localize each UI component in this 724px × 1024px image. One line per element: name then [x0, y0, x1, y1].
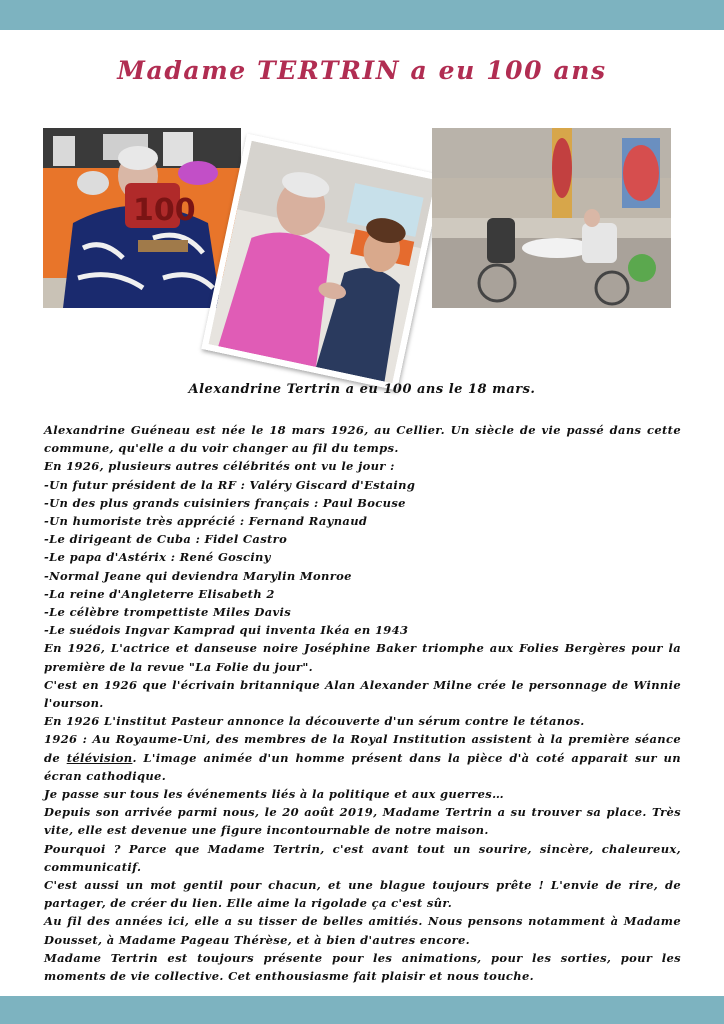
paragraph-enthusiasm: Madame Tertrin est toujours présente pour les animations, pour les sorties, pour les moments de vie collective. Cet enthousiasme fait plaisir et nous touche. — [44, 950, 681, 984]
photo-birthday-balloon — [43, 128, 241, 308]
paragraph-baker: En 1926, L'actrice et danseuse noire Joséphine Baker triomphe aux Folies Bergères pour la première de la revue "La Folie du jour". — [44, 641, 681, 674]
article-body — [44, 421, 681, 985]
badge-100: 100 — [133, 193, 196, 228]
paragraph-politics: Je passe sur tous les événements liés à la politique et aux guerres… — [44, 787, 504, 802]
list-item: -Le papa d'Astérix : René Gosciny — [44, 550, 271, 565]
list-item: -La reine d'Angleterre Elisabeth 2 — [44, 586, 275, 601]
paragraph-television — [44, 730, 681, 785]
page-title: Madame TERTRIN a eu 100 ans — [117, 56, 607, 85]
list-item: -Un futur président de la RF : Valéry Giscard d'Estaing — [44, 477, 416, 492]
list-item: -Le dirigeant de Cuba : Fidel Castro — [44, 532, 288, 547]
paragraph-kind-word: C'est aussi un mot gentil pour chacun, et une blague toujours prête ! L'envie de rire, de partager, de créer du lien. Elle aime la rigolade ça c'est sûr. — [44, 878, 681, 911]
list-item: -Le suédois Ingvar Kamprad qui inventa Ikéa en 1943 — [44, 623, 409, 638]
list-item: -Normal Jeane qui deviendra Marylin Monroe — [44, 568, 352, 583]
list-item: -Un des plus grands cuisiniers français : Paul Bocuse — [44, 495, 406, 510]
tv-text-after: . L'image animée d'un homme présent dans la pièce d'à coté apparait sur un écran cathodique. — [44, 750, 681, 783]
paragraph-intro-list: En 1926, plusieurs autres célébrités ont vu le jour : — [44, 459, 395, 474]
television-link[interactable]: télévision — [66, 750, 133, 765]
bottom-band — [0, 996, 724, 1024]
list-item: -Le célèbre trompettiste Miles Davis — [44, 605, 292, 620]
paragraph-birth: Alexandrine Guéneau est née le 18 mars 1926, au Cellier. Un siècle de vie passé dans cette commune, qu'elle a du voir changer au fil du temps. — [44, 423, 681, 456]
paragraph-milne: C'est en 1926 que l'écrivain britannique Alan Alexander Milne crée le personnage de Winnie l'ourson. — [44, 677, 681, 711]
list-item: -Un humoriste très apprécié : Fernand Raynaud — [44, 514, 368, 529]
photo-dining-room — [432, 128, 671, 308]
paragraph-friendships: Au fil des années ici, elle a su tisser de belles amitiés. Nous pensons notamment à Madame Dousset, à Madame Pageau Thérèse, et à bien d'autres encore. — [44, 914, 681, 947]
paragraph-why: Pourquoi ? Parce que Madame Tertrin, c'est avant tout un sourire, sincère, chaleureux, communicatif. — [44, 841, 681, 874]
photo-caption: Alexandrine Tertrin a eu 100 ans le 18 mars. — [188, 382, 536, 397]
top-band — [0, 0, 724, 30]
paragraph-pasteur: En 1926 L'institut Pasteur annonce la découverte d'un sérum contre le tétanos. — [44, 714, 585, 729]
paragraph-arrival: Depuis son arrivée parmi nous, le 20 août 2019, Madame Tertrin a su trouver sa place. Très vite, elle est devenue une figure incontournable de notre maison. — [44, 805, 681, 838]
tv-text-before: 1926 : Au Royaume-Uni, des membres de la Royal Institution assistent à la première séance de — [44, 732, 681, 765]
